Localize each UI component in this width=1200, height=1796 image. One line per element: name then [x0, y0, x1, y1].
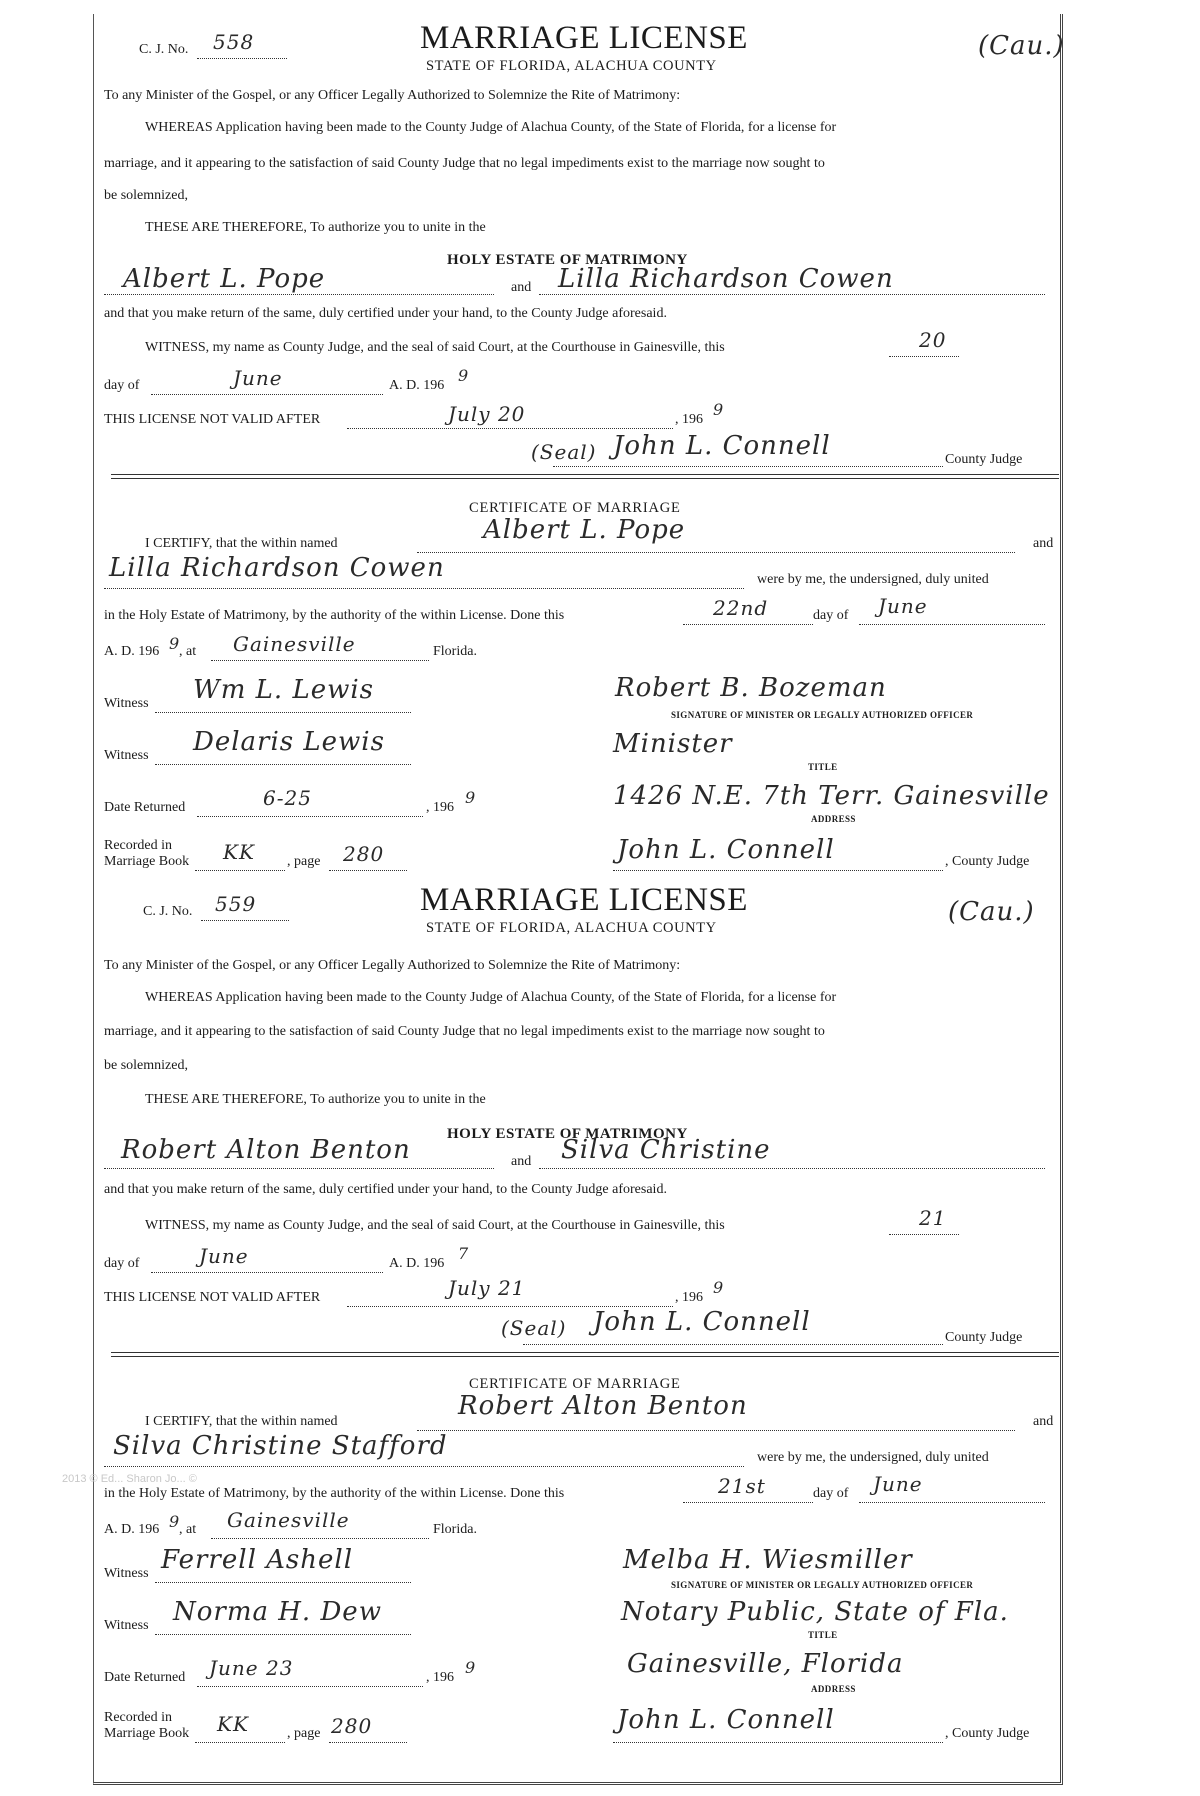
certify-label: I CERTIFY, that the within named: [145, 536, 338, 551]
returned-year-prefix: , 196: [426, 800, 454, 815]
county-judge-label: County Judge: [945, 452, 1023, 467]
florida-label: Florida.: [433, 644, 477, 659]
whereas-line-1: WHEREAS Application having been made to the County Judge of Alachua County, of the State of Florida, for a license for: [145, 990, 837, 1005]
witness-1: Ferrell Ashell: [161, 1545, 354, 1575]
returned-year-digit: 9: [465, 1658, 477, 1677]
cj-number-line: [197, 58, 287, 59]
witness-1-line: [155, 712, 411, 713]
officer-caption: SIGNATURE OF MINISTER OR LEGALLY AUTHORIZED OFFICER: [671, 1580, 974, 1590]
ad-year-label: A. D. 196: [104, 1522, 160, 1537]
done-day: 21st: [718, 1474, 766, 1498]
book: KK: [223, 840, 255, 864]
cert-groom-line: [417, 1430, 1015, 1431]
whereas-line-3: be solemnized,: [104, 188, 188, 203]
page-label: , page: [287, 854, 321, 869]
groom-name: Robert Alton Benton: [121, 1135, 411, 1165]
recorder-caption: , County Judge: [945, 1726, 1030, 1741]
recorder-signature: John L. Connell: [617, 1705, 835, 1735]
witness-1: Wm L. Lewis: [193, 675, 375, 705]
address-caption: ADDRESS: [811, 814, 856, 824]
cert-groom: Albert L. Pope: [483, 515, 686, 545]
page-number: 280: [331, 1714, 373, 1738]
florida-label: Florida.: [433, 1522, 477, 1537]
return-line: and that you make return of the same, duly certified under your hand, to the County Judge aforesaid.: [104, 306, 667, 321]
recorder-line: [613, 870, 943, 871]
witness-day-line: [889, 1234, 959, 1235]
judge-signature: John L. Connell: [613, 431, 831, 461]
title-caption: TITLE: [808, 762, 838, 772]
witness-2-line: [155, 764, 411, 765]
witness-2: Delaris Lewis: [193, 727, 385, 757]
recorder-signature: John L. Connell: [617, 835, 835, 865]
certificate-title: CERTIFICATE OF MARRIAGE: [469, 500, 681, 516]
judge-signature-line: [553, 466, 943, 467]
at-label: , at: [179, 1522, 197, 1537]
witness-day-line: [889, 356, 959, 357]
cj-label: C. J. No.: [139, 42, 189, 57]
united-label: were by me, the undersigned, duly united: [757, 572, 989, 587]
expiry-year-digit: 9: [713, 400, 725, 419]
cert-groom-line: [417, 552, 1015, 553]
expiry-year-digit: 9: [713, 1278, 725, 1297]
witness-2-line: [155, 1634, 411, 1635]
date-returned: June 23: [209, 1656, 294, 1680]
officer-address: Gainesville, Florida: [627, 1649, 904, 1679]
recorder-line: [613, 1742, 943, 1743]
groom-line: [104, 1168, 494, 1169]
united-label: were by me, the undersigned, duly united: [757, 1450, 989, 1465]
returned-year-prefix: , 196: [426, 1670, 454, 1685]
returned-year-digit: 9: [465, 788, 477, 807]
witness-2-label: Witness: [104, 748, 149, 763]
officer-title: Notary Public, State of Fla.: [621, 1597, 1009, 1627]
and-label: and: [511, 1154, 532, 1169]
expiry-line: [347, 428, 673, 429]
book-line: [195, 1742, 285, 1743]
place: Gainesville: [233, 632, 356, 656]
address-line: To any Minister of the Gospel, or any Officer Legally Authorized to Solemnize the Rite of Matrimony:: [104, 88, 681, 103]
seal-mark: (Seal): [501, 1316, 567, 1340]
page-number-line: [329, 1742, 407, 1743]
cert-groom: Robert Alton Benton: [458, 1391, 748, 1421]
ad-label: A. D. 196: [389, 1256, 445, 1271]
done-month-line: [859, 624, 1045, 625]
officer-signature: Robert B. Bozeman: [615, 673, 887, 703]
holy-estate-line: in the Holy Estate of Matrimony, by the authority of the within License. Done this: [104, 1486, 565, 1501]
corner-note: (Cau.): [948, 897, 1035, 927]
license-subtitle: STATE OF FLORIDA, ALACHUA COUNTY: [426, 58, 717, 74]
marriage-license-559: [93, 874, 1063, 1774]
officer-address: 1426 N.E. 7th Terr. Gainesville: [613, 781, 1050, 811]
page-number-line: [329, 870, 407, 871]
holy-estate-heading: HOLY ESTATE OF MATRIMONY: [447, 1126, 688, 1142]
license-subtitle: STATE OF FLORIDA, ALACHUA COUNTY: [426, 920, 717, 936]
whereas-line-1: WHEREAS Application having been made to the County Judge of Alachua County, of the State of Florida, for a license for: [145, 120, 837, 135]
witness-line: WITNESS, my name as County Judge, and the seal of said Court, at the Courthouse in Gainesville, this: [145, 1218, 725, 1233]
title-caption: TITLE: [808, 1630, 838, 1640]
cj-number: 558: [213, 30, 255, 54]
done-day-line: [683, 624, 813, 625]
ad-year-label: A. D. 196: [104, 644, 160, 659]
witness-1-label: Witness: [104, 1566, 149, 1581]
certify-label: I CERTIFY, that the within named: [145, 1414, 338, 1429]
document-page: [93, 14, 1063, 1784]
whereas-line-2: marriage, and it appearing to the satisfaction of said County Judge that no legal impediments exist to the marriage now sought to: [104, 1024, 825, 1039]
holy-estate-line: in the Holy Estate of Matrimony, by the authority of the within License. Done this: [104, 608, 565, 623]
recorded-label-2: Marriage Book: [104, 1726, 190, 1741]
therefore-line: THESE ARE THEREFORE, To authorize you to unite in the: [145, 220, 486, 235]
license-title: MARRIAGE LICENSE: [420, 20, 748, 56]
done-month-line: [859, 1502, 1045, 1503]
issue-month-line: [151, 1272, 383, 1273]
place: Gainesville: [227, 1508, 350, 1532]
bride-name: Silva Christine: [561, 1135, 771, 1165]
expiry-year-prefix: , 196: [675, 1290, 703, 1305]
cert-bride-line: [104, 1466, 744, 1467]
license-title: MARRIAGE LICENSE: [420, 882, 748, 918]
page-number: 280: [343, 842, 385, 866]
place-line: [211, 660, 429, 661]
done-month: June: [873, 1472, 923, 1496]
and-label-cert: and: [1033, 1414, 1054, 1429]
issue-month-line: [151, 394, 383, 395]
witness-line: WITNESS, my name as County Judge, and the seal of said Court, at the Courthouse in Gainesville, this: [145, 340, 725, 355]
judge-signature: John L. Connell: [593, 1307, 811, 1337]
officer-signature: Melba H. Wiesmiller: [623, 1545, 913, 1575]
recorder-caption: , County Judge: [945, 854, 1030, 869]
cert-bride: Lilla Richardson Cowen: [109, 553, 445, 583]
address-caption: ADDRESS: [811, 1684, 856, 1694]
cj-label: C. J. No.: [143, 904, 193, 919]
date-returned-line: [197, 816, 423, 817]
cj-number-line: [201, 920, 289, 921]
witness-1-label: Witness: [104, 696, 149, 711]
recorded-label-2: Marriage Book: [104, 854, 190, 869]
day-of-label: day of: [104, 1256, 140, 1271]
witness-day: 21: [919, 1206, 947, 1230]
holy-estate-heading: HOLY ESTATE OF MATRIMONY: [447, 252, 688, 268]
return-line: and that you make return of the same, duly certified under your hand, to the County Judge aforesaid.: [104, 1182, 667, 1197]
and-label-cert: and: [1033, 536, 1054, 551]
expiry-year-prefix: , 196: [675, 412, 703, 427]
issue-year-digit: 9: [458, 366, 470, 385]
recorded-label-1: Recorded in: [104, 1710, 173, 1725]
issue-month: June: [233, 366, 283, 390]
not-valid-label: THIS LICENSE NOT VALID AFTER: [104, 1290, 321, 1305]
marriage-license-558: [93, 14, 1063, 844]
issue-year-digit: 7: [458, 1244, 470, 1263]
cj-number: 559: [215, 892, 257, 916]
address-line: To any Minister of the Gospel, or any Officer Legally Authorized to Solemnize the Rite of Matrimony:: [104, 958, 681, 973]
day-of-label: day of: [104, 378, 140, 393]
done-month: June: [878, 594, 928, 618]
done-day-line: [683, 1502, 813, 1503]
witness-2-label: Witness: [104, 1618, 149, 1633]
officer-title: Minister: [613, 729, 733, 759]
seal-mark: (Seal): [531, 440, 597, 464]
witness-2: Norma H. Dew: [173, 1597, 382, 1627]
certificate-title: CERTIFICATE OF MARRIAGE: [469, 1376, 681, 1392]
page-label: , page: [287, 1726, 321, 1741]
at-label: , at: [179, 644, 197, 659]
and-label: and: [511, 280, 532, 295]
officer-caption: SIGNATURE OF MINISTER OR LEGALLY AUTHORIZED OFFICER: [671, 710, 974, 720]
not-valid-label: THIS LICENSE NOT VALID AFTER: [104, 412, 321, 427]
whereas-line-2: marriage, and it appearing to the satisfaction of said County Judge that no legal impediments exist to the marriage now sought to: [104, 156, 825, 171]
done-day-of: day of: [813, 1486, 849, 1501]
expiry-date: July 21: [448, 1276, 526, 1300]
done-day-of: day of: [813, 608, 849, 623]
cert-bride: Silva Christine Stafford: [113, 1431, 448, 1461]
section-divider: [111, 474, 1059, 479]
judge-signature-line: [523, 1344, 943, 1345]
book: KK: [217, 1712, 249, 1736]
expiry-date: July 20: [448, 402, 526, 426]
recorded-label-1: Recorded in: [104, 838, 173, 853]
done-day: 22nd: [713, 596, 769, 620]
bride-line: [539, 1168, 1045, 1169]
issue-month: June: [199, 1244, 249, 1268]
groom-name: Albert L. Pope: [123, 264, 326, 294]
bride-name: Lilla Richardson Cowen: [558, 264, 894, 294]
date-returned-label: Date Returned: [104, 800, 186, 815]
witness-day: 20: [919, 328, 947, 352]
copyright-watermark: 2013 © Ed... Sharon Jo... ©: [62, 1473, 197, 1485]
date-returned-label: Date Returned: [104, 1670, 186, 1685]
bride-line: [539, 294, 1045, 295]
cert-bride-line: [104, 588, 744, 589]
date-returned-line: [197, 1686, 423, 1687]
witness-1-line: [155, 1582, 411, 1583]
ad-label: A. D. 196: [389, 378, 445, 393]
place-line: [211, 1538, 429, 1539]
book-line: [195, 870, 285, 871]
section-divider: [111, 1352, 1059, 1357]
done-year-digit: 9: [169, 1512, 181, 1531]
date-returned: 6-25: [263, 786, 312, 810]
whereas-line-3: be solemnized,: [104, 1058, 188, 1073]
corner-note: (Cau.): [978, 31, 1065, 61]
done-year-digit: 9: [169, 634, 181, 653]
county-judge-label: County Judge: [945, 1330, 1023, 1345]
therefore-line: THESE ARE THEREFORE, To authorize you to unite in the: [145, 1092, 486, 1107]
groom-line: [104, 294, 494, 295]
